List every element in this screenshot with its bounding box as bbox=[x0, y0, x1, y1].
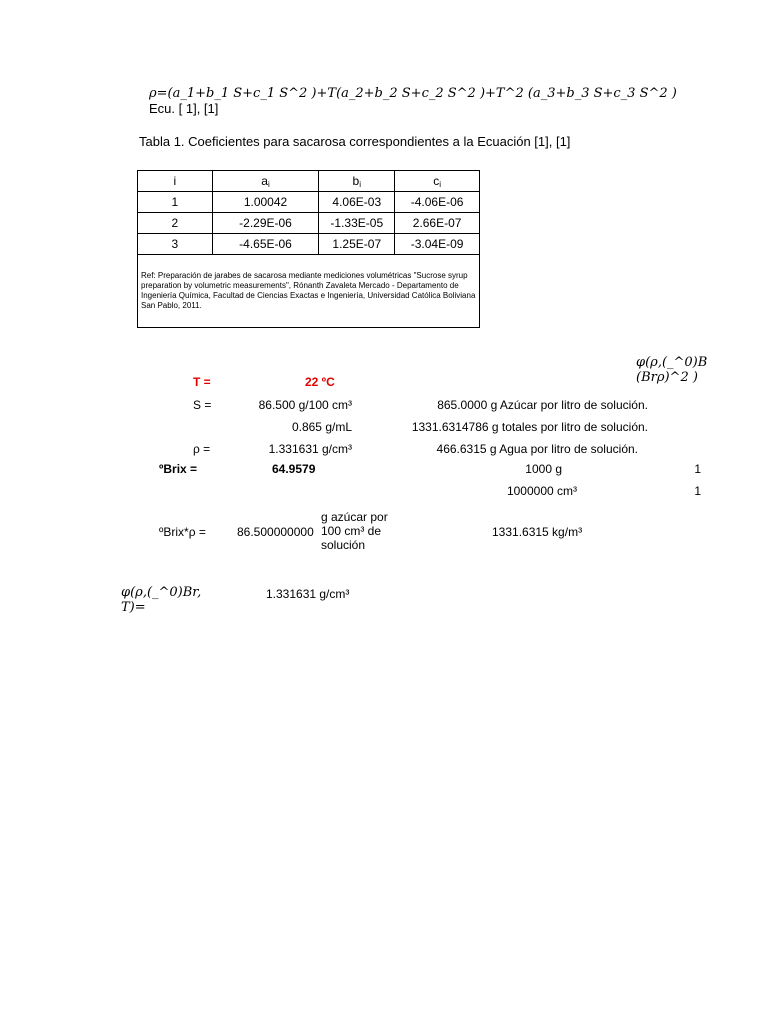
t-value: 22 ºC bbox=[305, 375, 335, 389]
phi-label: φ(ρ,(_^0)Br, T)= bbox=[121, 585, 202, 615]
grams-1000: 1000 g bbox=[525, 462, 562, 476]
cell: 1 bbox=[138, 192, 213, 213]
coefficient-table bbox=[137, 170, 480, 328]
cell: 1.00042 bbox=[212, 192, 319, 213]
brix-value: 64.9579 bbox=[272, 462, 316, 476]
header-b: $b_i$ bbox=[319, 171, 395, 192]
table-header-row bbox=[138, 171, 480, 192]
cm3-1000000: 1000000 cm³ bbox=[506, 484, 577, 498]
phi-header: φ(ρ,(_^0)B (Brρ)^2 ) bbox=[636, 355, 708, 385]
sugar-per-liter: 865.0000 g Azúcar por litro de solución. bbox=[437, 398, 648, 412]
table-row bbox=[138, 234, 480, 255]
header-i: i bbox=[138, 171, 213, 192]
s-value: 86.500 g/100 cm³ bbox=[258, 398, 352, 412]
density-equation bbox=[149, 86, 709, 117]
table-row bbox=[138, 192, 480, 213]
header-a: $a_i$ bbox=[212, 171, 319, 192]
table-row bbox=[138, 213, 480, 234]
brix-rho-label: ºBrix*ρ = bbox=[159, 525, 206, 539]
equation-formula: ρ=(a_1+b_1 S+c_1 S^2 )+T(a_2+b_2 S+c_2 S^2 )+T^2 (a_3+b_3 S+c_3 S^2 ) bbox=[149, 86, 677, 101]
t-label: T = bbox=[193, 375, 211, 389]
reference-row bbox=[138, 255, 480, 328]
factor-one-a: 1 bbox=[694, 462, 701, 476]
cell: 2 bbox=[138, 213, 213, 234]
total-per-liter: 1331.6314786 g totales por litro de solución. bbox=[411, 420, 648, 434]
cell: -2.29E-06 bbox=[212, 213, 319, 234]
s-label: S = bbox=[193, 398, 212, 412]
g-per-ml-value: 0.865 g/mL bbox=[291, 420, 352, 434]
cell: 2.66E-07 bbox=[395, 213, 480, 234]
cell: 4.06E-03 bbox=[319, 192, 395, 213]
header-c: $c_i$ bbox=[395, 171, 480, 192]
cell: -4.65E-06 bbox=[212, 234, 319, 255]
brix-rho-value: 86.500000000 bbox=[237, 525, 314, 539]
kg-per-m3: 1331.6315 kg/m³ bbox=[492, 525, 583, 539]
reference-note: Ref: Preparación de jarabes de sacarosa mediante mediciones volumétricas "Sucrose syrup preparation by volumetric measurements", Rónanth Zavaleta Mercado - Departamento de Ingeniería Química, Facultad de Ciencias Exactas e Ingeniería, Universidad Católica Boliviana San Pablo, 2011. bbox=[138, 255, 480, 328]
cell: -3.04E-09 bbox=[395, 234, 480, 255]
phi-value: 1.331631 g/cm³ bbox=[266, 587, 350, 601]
cell: -4.06E-06 bbox=[395, 192, 480, 213]
equation-suffix: Ecu. [ 1], [1] bbox=[149, 101, 219, 116]
water-per-liter: 466.6315 g Agua por litro de solución. bbox=[436, 442, 638, 456]
rho-value: 1.331631 g/cm³ bbox=[268, 442, 352, 456]
table-caption: Tabla 1. Coeficientes para sacarosa correspondientes a la Ecuación [1], [1] bbox=[139, 134, 571, 149]
cell: 3 bbox=[138, 234, 213, 255]
rho-label: ρ = bbox=[193, 442, 211, 456]
brix-rho-unit: g azúcar por 100 cm³ de solución bbox=[321, 510, 388, 552]
factor-one-b: 1 bbox=[694, 484, 701, 498]
cell: -1.33E-05 bbox=[319, 213, 395, 234]
brix-label: ºBrix = bbox=[159, 462, 198, 476]
cell: 1.25E-07 bbox=[319, 234, 395, 255]
